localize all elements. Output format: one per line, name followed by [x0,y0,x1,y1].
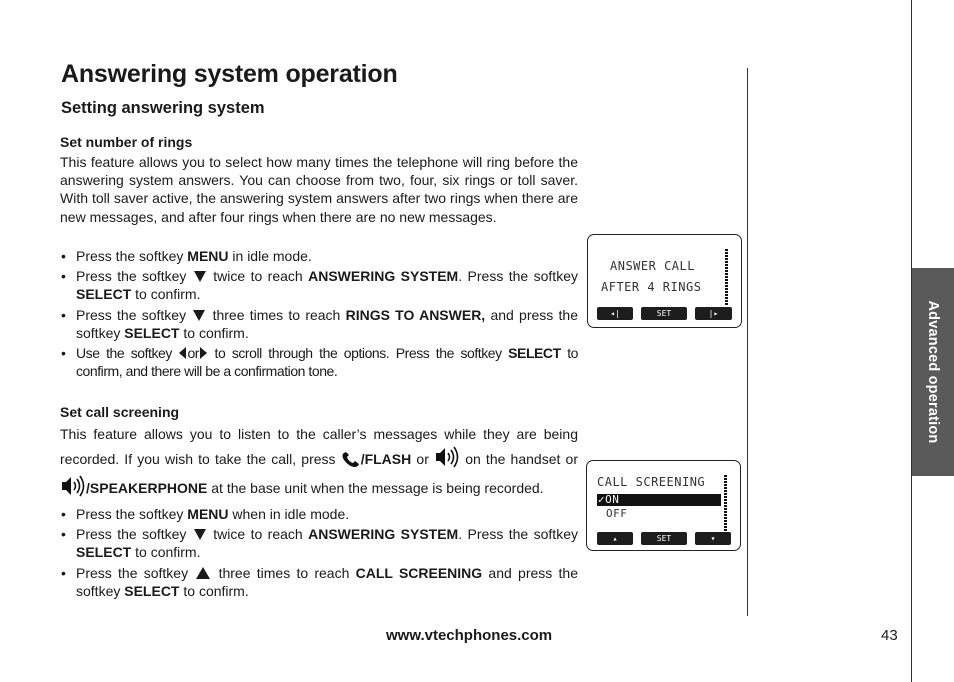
menu-keyword: ANSWERING SYSTEM [308,526,459,543]
chapter-tab-label: Advanced operation [925,300,941,444]
list-item [60,525,578,561]
lcd-line-selected: ✓ON [598,493,620,506]
step-text: when in idle mode. [228,506,350,522]
step-text: to confirm. [131,544,201,561]
step-text: . Press the softkey [458,268,578,285]
step-text: three times to reach [207,306,346,323]
lcd-line: CALL SCREENING [597,475,706,489]
list-item [60,505,578,523]
down-arrow-icon [194,271,206,282]
phone-handset-icon [341,451,361,475]
step-text: Press the softkey [76,306,192,323]
rings-steps [60,247,578,382]
menu-keyword: RINGS TO ANSWER, [345,306,486,323]
right-softkey-label: |▸ [695,307,732,320]
step-text: to confirm. [179,582,249,599]
scroll-bar [725,249,728,305]
footer-url: www.vtechphones.com [386,627,553,644]
step-text: in idle mode. [228,248,312,264]
list-item [60,344,578,380]
set-softkey-label: SET [641,307,687,320]
select-keyword: SELECT [76,544,132,561]
up-softkey-label: ▴ [597,532,633,545]
step-text: Use the softkey [76,345,179,362]
section-subtitle: Setting answering system [61,99,265,117]
lcd-line: OFF [606,507,628,520]
speaker-icon [434,445,460,475]
select-keyword: SELECT [124,324,180,341]
chapter-tab [912,268,954,476]
step-text: to confirm, and there will be a confirmation tone. [76,345,579,380]
lcd-display-rings [587,234,742,328]
intro-text: at the base unit when the message is being recorded. [207,480,544,496]
select-keyword: SELECT [508,345,561,362]
step-text: twice to reach [207,526,309,543]
step-text: Press the softkey [76,564,195,581]
step-text: and press the softkey [76,306,578,341]
scroll-bar [724,475,727,531]
list-item [60,306,578,342]
step-text: to scroll through the options. Press the softkey [208,345,509,362]
down-arrow-icon [194,529,206,540]
menu-keyword: CALL SCREENING [355,564,483,581]
lcd-display-screening [586,460,741,551]
screening-heading: Set call screening [60,404,180,420]
speaker-icon [60,474,86,504]
menu-keyword: ANSWERING SYSTEM [308,268,459,285]
column-divider [747,68,748,616]
down-arrow-icon [193,310,205,321]
list-item [60,564,578,600]
flash-keyword: /FLASH [360,450,412,467]
right-arrow-icon [200,347,207,359]
menu-keyword: MENU [187,506,229,522]
page-title: Answering system operation [61,60,398,88]
intro-text: This feature allows you to listen to the caller’s messages while they are being recorded. If you wish to take the call, press [60,426,578,467]
speakerphone-keyword: /SPEAKERPHONE [86,480,208,496]
rings-heading: Set number of rings [60,134,193,150]
step-text: twice to reach [207,268,309,285]
rings-intro: This feature allows you to select how many times the telephone will ring before the answering system answers. You can choose from two, four, six rings or toll saver. With toll saver active, the answering system answers after two rings when there are new messages, and after four rings when there are no new messages. [60,154,578,225]
step-text: to confirm. [179,324,249,341]
step-text: three times to reach [212,564,356,581]
step-text: Press the softkey [76,268,192,285]
set-softkey-label: SET [641,532,687,545]
list-item [60,267,578,303]
step-text: Press the softkey [76,248,188,264]
list-item [60,247,578,265]
screening-intro [60,424,578,504]
step-text: Press the softkey [76,506,188,522]
intro-text: on the handset or [460,450,578,467]
lcd-line: ANSWER CALL [610,259,695,273]
lcd-line: AFTER 4 RINGS [601,280,702,294]
left-arrow-icon [179,347,186,359]
step-text: and press the softkey [76,564,578,599]
down-softkey-label: ▾ [695,532,731,545]
step-text: or [187,345,199,362]
page-number: 43 [881,627,898,644]
up-arrow-icon [196,567,210,579]
intro-text: or [411,450,435,467]
select-keyword: SELECT [76,286,132,303]
step-text: . Press the softkey [458,526,578,543]
step-text: Press the softkey [76,526,192,543]
left-softkey-label: ◂| [597,307,633,320]
menu-keyword: MENU [187,248,229,264]
screening-steps [60,505,578,602]
select-keyword: SELECT [124,582,180,599]
step-text: to confirm. [131,286,201,303]
